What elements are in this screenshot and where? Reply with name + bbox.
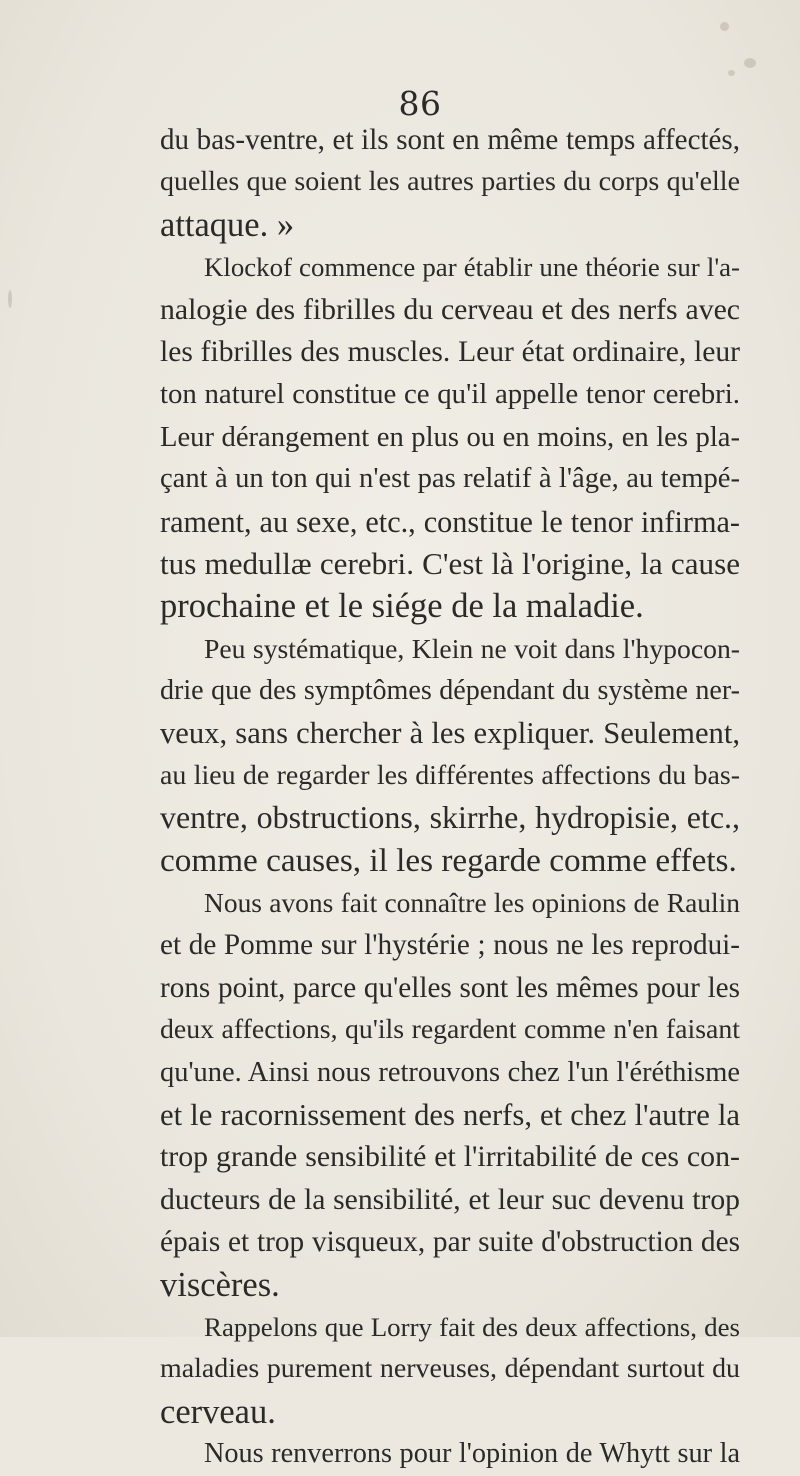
text-line: prochaine et le siége de la maladie.: [160, 587, 644, 626]
body-text: [160, 119, 740, 1476]
text-line: Klockof commence par établir une théorie sur l'a-: [204, 252, 740, 283]
text-line: rons point, parce qu'elles sont les mêmes pour les: [160, 971, 740, 1004]
text-line: du bas-ventre, et ils sont en même temps affectés,: [160, 124, 740, 156]
text-line: Leur dérangement en plus ou en moins, en les pla-: [160, 420, 740, 453]
paper-speck: [744, 58, 756, 68]
text-line: deux affections, qu'ils regardent comme n'en faisant: [160, 1014, 740, 1046]
text-line: ducteurs de la sensibilité, et leur suc devenu trop: [160, 1183, 740, 1216]
text-line: Rappelons que Lorry fait des deux affections, des: [204, 1311, 740, 1342]
text-line: et de Pomme sur l'hystérie ; nous ne les reprodui-: [160, 929, 740, 962]
text-line: épais et trop visqueux, par suite d'obstruction des: [160, 1226, 740, 1259]
text-line: trop grande sensibilité et l'irritabilité de ces con-: [160, 1140, 740, 1174]
text-line: maladies purement nerveuses, dépendant surtout du: [160, 1353, 740, 1385]
text-line: veux, sans chercher à les expliquer. Seulement,: [160, 716, 740, 751]
text-line: viscères.: [160, 1265, 280, 1304]
text-line: çant à un ton qui n'est pas relatif à l'âge, au tempé-: [160, 463, 740, 495]
text-line: Nous renverrons pour l'opinion de Whytt sur la: [204, 1438, 740, 1470]
paper-speck: [8, 290, 12, 308]
text-line: attaque. »: [160, 205, 295, 244]
text-line: cerveau.: [160, 1392, 276, 1431]
text-line: et le racornissement des nerfs, et chez l'autre la: [160, 1097, 740, 1132]
text-line: Peu systématique, Klein ne voit dans l'hypocon-: [204, 632, 740, 664]
paper-speck: [728, 70, 735, 76]
text-line: comme causes, il les regarde comme effets.: [160, 841, 737, 879]
text-line: ton naturel constitue ce qu'il appelle tenor cerebri.: [160, 378, 740, 411]
text-line: Nous avons fait connaître les opinions de Raulin: [204, 888, 740, 919]
text-line: qu'une. Ainsi nous retrouvons chez l'un l'éréthisme: [160, 1056, 740, 1088]
text-line: drie que des symptômes dépendant du système ner-: [160, 675, 740, 707]
text-line: tus medullæ cerebri. C'est là l'origine, la cause: [160, 545, 740, 581]
page-number: 86: [398, 84, 442, 123]
paper-speck: [720, 22, 729, 31]
text-line: les fibrilles des muscles. Leur état ordinaire, leur: [160, 335, 740, 368]
text-line: ventre, obstructions, skirrhe, hydropisie, etc.,: [160, 800, 740, 836]
text-line: rament, au sexe, etc., constitue le tenor infirma-: [160, 504, 740, 539]
text-line: quelles que soient les autres parties du corps qu'elle: [160, 166, 740, 198]
text-line: au lieu de regarder les différentes affections du bas-: [160, 759, 740, 791]
text-line: nalogie des fibrilles du cerveau et des nerfs avec: [160, 292, 740, 326]
